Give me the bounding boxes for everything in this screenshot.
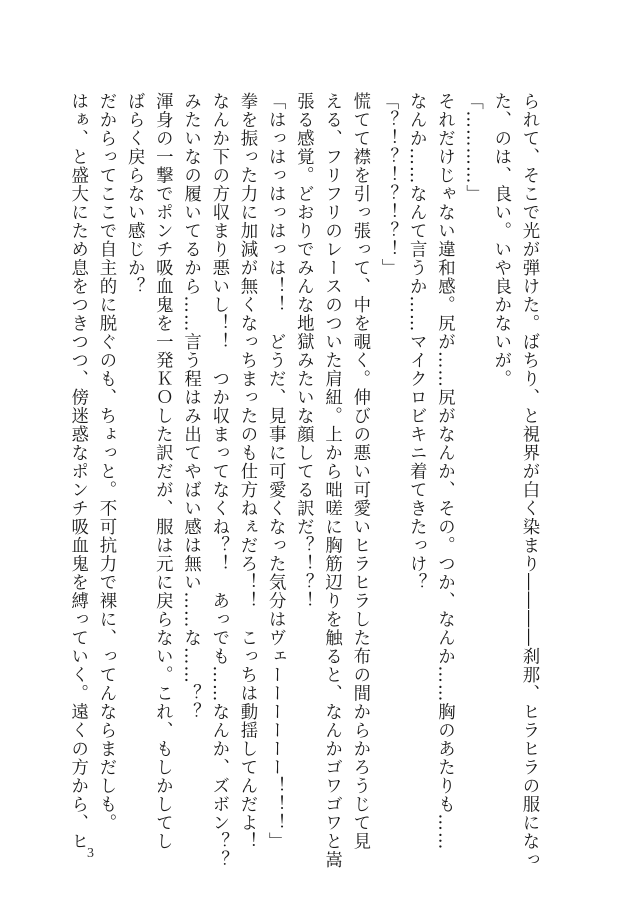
text-line: た、のは、良い。いや良かないが。 (490, 92, 511, 388)
text-line: 渾身の一撃でポンチ吸血鬼を一発ＫＯした訳だが、服は元に戻らない。これ、もしかしてし (152, 92, 173, 851)
text-line: それだけじゃない違和感。尻が……尻がなんか、その。つか、なんか……胸のあたりも…… (434, 92, 455, 851)
text-line: える、フリフリのレースのついた肩紐。上から咄嗟に胸筋辺りを触ると、なんかゴワゴワと嵩 (321, 92, 342, 869)
vertical-text-body (64, 92, 543, 869)
text-line: 慌てて襟を引っ張って、中を覗く。伸びの悪い可愛いヒラヒラした布の間からかろうじて見 (349, 92, 370, 851)
text-line: なんか……なんて言うか……マイクロビキニ着てきたっけ？ (406, 92, 427, 592)
text-line: 拳を振った力に加減が無くなっちまったのも仕方ねぇだろ！！ こっちは動揺してんだよ！ (236, 92, 257, 851)
text-line: だからってここで自主的に脱ぐのも、ちょっと。不可抗力で裸に、ってんならまだしも。 (95, 92, 116, 832)
text-line: られて、そこで光が弾けた。ばちり、と視界が白く染まり――――刹那、ヒラヒラの服になっ (519, 92, 539, 869)
text-line: なんか下の方収まり悪いし！！ つか収まってなくね？！ あっでも……なんか、ズボン？？ (208, 92, 229, 869)
text-line: はぁ、と盛大にため息をつきつつ、傍迷惑なポンチ吸血鬼を縛っていく。遠くの方から、ヒ (67, 92, 88, 851)
text-line: みたいなの履いてるから……言う程はみ出てやばい感は無い……な……？？ (180, 92, 201, 721)
text-line: 張る感覚。どおりでみんな地獄みたいな顔してる訳だ？！？！ (293, 92, 314, 610)
text-line: ばらく戻らない感じか？ (124, 92, 145, 296)
text-line: 「はっはっはっはっは！！ どうだ、見事に可愛くなった気分はヴェーーーーーー！！！」 (265, 92, 286, 851)
page-number: 3 (87, 846, 94, 861)
text-line: 「…………」 (462, 92, 483, 203)
text-line: 「？！？！？！？！」 (377, 92, 398, 277)
